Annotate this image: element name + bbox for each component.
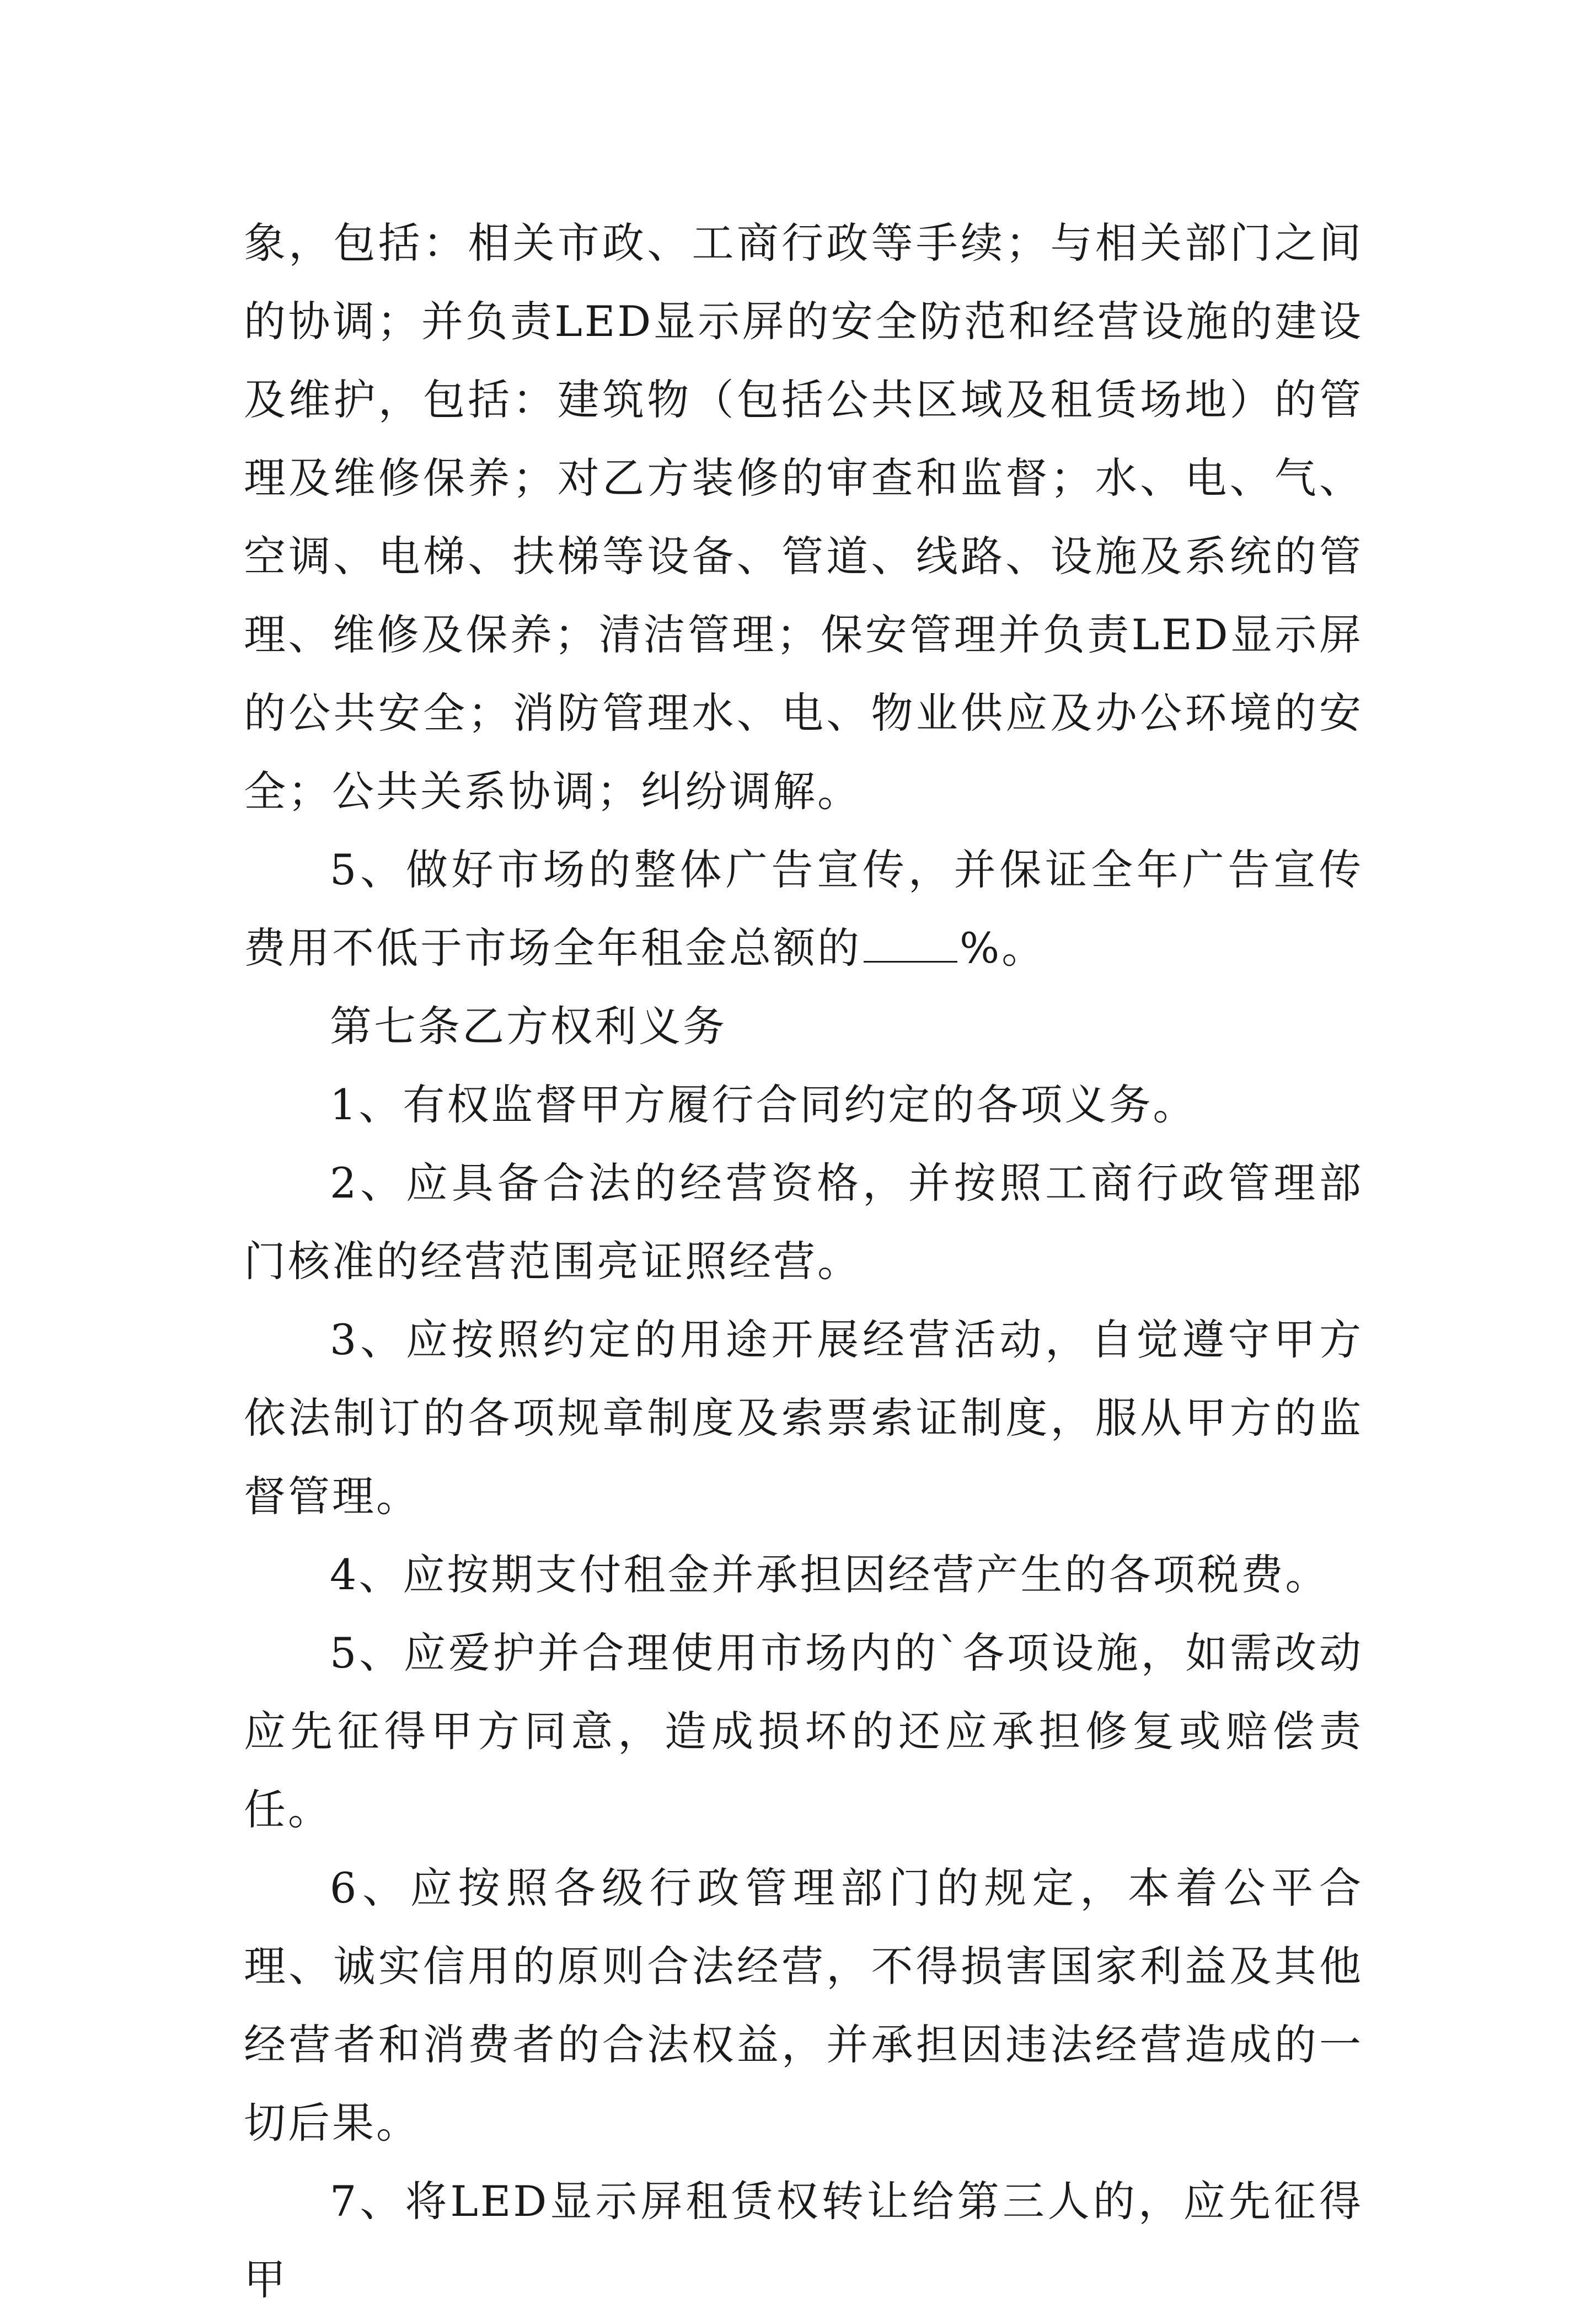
paragraph-item-7: 7、将LED显示屏租赁权转让给第三人的，应先征得甲 [244, 2177, 1363, 2304]
paragraph-item-1: 1、有权监督甲方履行合同约定的各项义务。 [330, 1080, 1197, 1129]
paragraph-text-before-blank: 5、做好市场的整体广告宣传，并保证全年广告宣传费用不低于市场全年租金总额的 [244, 845, 1363, 973]
paragraph-item-6: 6、应按照各级行政管理部门的规定，本着公平合理、诚实信用的原则合法经营，不得损害国家利益及其他经营者和消费者的合法权益，并承担因违法经营造成的一切后果。 [244, 1863, 1363, 2147]
paragraph-text-after-blank: %。 [960, 923, 1046, 973]
section-heading-article-7: 第七条乙方权利义务 [330, 1002, 727, 1051]
paragraph-item-5: 5、应爱护并合理使用市场内的`各项设施，如需改动应先征得甲方同意，造成损坏的还应承担修复或赔偿责任。 [244, 1628, 1363, 1834]
paragraph-item-3: 3、应按照约定的用途开展经营活动，自觉遵守甲方依法制订的各项规章制度及索票索证制度，服从甲方的监督管理。 [244, 1315, 1363, 1521]
paragraph-item-2: 2、应具备合法的经营资格，并按照工商行政管理部门核准的经营范围亮证照经营。 [244, 1158, 1363, 1286]
paragraph-item-5-advertising [244, 831, 1363, 987]
paragraph-continuation: 象，包括：相关市政、工商行政等手续；与相关部门之间的协调；并负责LED显示屏的安全防范和经营设施的建设及维护，包括：建筑物（包括公共区域及租赁场地）的管理及维修保养；对乙方装修的审查和监督；水、电、气、空调、电梯、扶梯等设备、管道、线路、设施及系统的管理、维修及保养；清洁管理；保安管理并负责LED显示屏的公共安全；消防管理水、电、物业供应及办公环境的安全；公共关系协调；纠纷调解。 [244, 218, 1363, 816]
paragraph-item-4: 4、应按期支付租金并承担因经营产生的各项税费。 [330, 1550, 1330, 1599]
document-body [244, 204, 1363, 2319]
fill-in-blank [864, 927, 957, 963]
